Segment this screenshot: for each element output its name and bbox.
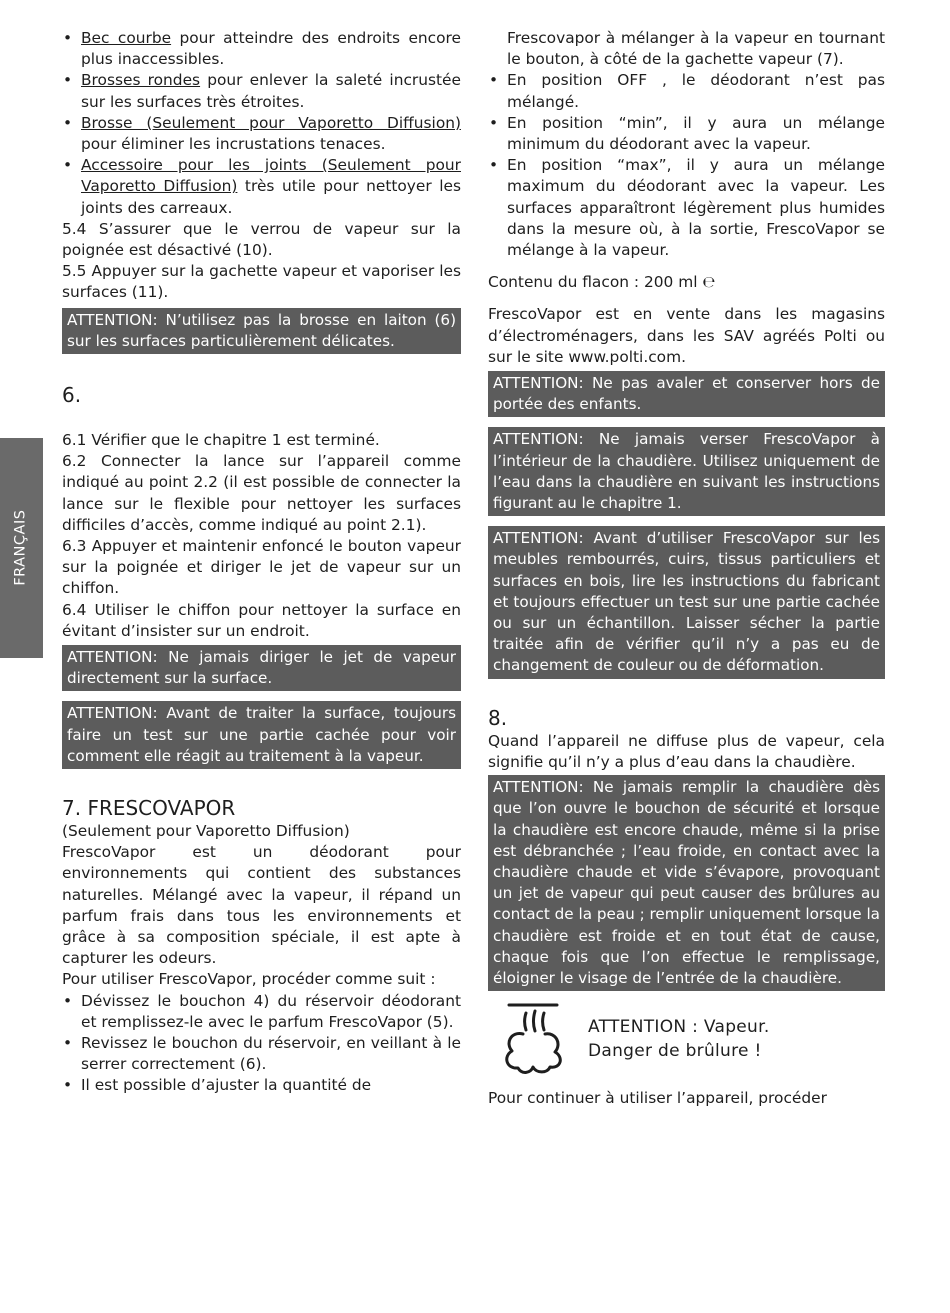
list-item: • Brosse (Seulement pour Vaporetto Diffusion) pour éliminer les incrustations tenaces. bbox=[62, 113, 461, 155]
list-item: • Bec courbe pour atteindre des endroits encore plus inaccessibles. bbox=[62, 28, 461, 70]
step-6-4: 6.4 Utiliser le chiffon pour nettoyer la surface en évitant d’insister sur un endroit. bbox=[62, 600, 461, 640]
steam-warning-line: ATTENTION : Vapeur. bbox=[588, 1016, 770, 1037]
paragraph: Quand l’appareil ne diffuse plus de vapeur, cela signifie qu’il n’y a plus d’eau dans la chaudière. bbox=[488, 731, 885, 771]
warning-box: ATTENTION: Ne jamais verser FrescoVapor à l’intérieur de la chaudière. Utilisez uniquement de l’eau dans la chaudière en suivant les instructions figurant au le chapitre 1. bbox=[488, 427, 885, 516]
list-item: • Dévissez le bouchon 4) du réservoir déodorant et remplissez-le avec le parfum FrescoVapor (5). bbox=[62, 991, 461, 1033]
warning-box: ATTENTION: Ne pas avaler et conserver hors de portée des enfants. bbox=[488, 371, 885, 417]
list-item: • Accessoire pour les joints (Seulement pour Vaporetto Diffusion) très utile pour nettoyer les joints des carreaux. bbox=[62, 155, 461, 219]
paragraph: Pour utiliser FrescoVapor, procéder comme suit : bbox=[62, 970, 436, 989]
steam-warning bbox=[500, 1001, 885, 1076]
step-6-2: 6.2 Connecter la lance sur l’appareil comme indiqué au point 2.2 (il est possible de connecter la lance sur le flexible pour nettoyer les surfaces difficiles d’accès, comme indiqué au point 2.1). bbox=[62, 452, 461, 534]
section-6-heading: 6. bbox=[62, 383, 82, 408]
section-8-heading: 8. bbox=[488, 705, 508, 730]
flacon-content: Contenu du flacon : 200 ml ℮ bbox=[488, 273, 716, 292]
list-item: • Il est possible d’ajuster la quantité de bbox=[62, 1075, 461, 1096]
warning-box: ATTENTION: Avant d’utiliser FrescoVapor sur les meubles rembourrés, cuirs, tissus particuliers et surfaces en bois, lire les instructions du fabricant et toujours effectuer un test sur une partie cachée ou sur un échantillon. Laisser sécher la partie traitée afin de vérifier qu’il n’y a pas eu de changement de couleur ou de déformation. bbox=[488, 526, 885, 678]
section-7-subheading: (Seulement pour Vaporetto Diffusion) bbox=[62, 822, 350, 841]
paragraph: FrescoVapor est un déodorant pour environnements qui contient des substances naturelles. Mélangé avec la vapeur, il répand un parfum frais dans tous les environnements et grâce à sa composition spéciale, il est apte à capturer les odeurs. bbox=[62, 843, 461, 968]
position-list bbox=[488, 70, 885, 261]
paragraph: Pour continuer à utiliser l’appareil, procéder bbox=[488, 1089, 827, 1108]
frescovapor-steps-list bbox=[62, 991, 461, 1097]
language-label: FRANÇAIS bbox=[12, 509, 29, 587]
accessory-list bbox=[62, 28, 461, 219]
steam-hazard-icon bbox=[500, 1001, 570, 1076]
list-item: • En position “min”, il y aura un mélange minimum du déodorant avec la vapeur. bbox=[488, 113, 885, 155]
steam-warning-line: Danger de brûlure ! bbox=[588, 1040, 762, 1061]
warning-box: ATTENTION: N’utilisez pas la brosse en laiton (6) sur les surfaces particulièrement délicates. bbox=[62, 308, 461, 354]
step-5-4: 5.4 S’assurer que le verrou de vapeur sur la poignée est désactivé (10). bbox=[62, 219, 461, 260]
list-item: • Revissez le bouchon du réservoir, en veillant à le serrer correctement (6). bbox=[62, 1033, 461, 1075]
right-column bbox=[488, 28, 885, 1109]
steam-warning-text bbox=[588, 1015, 770, 1063]
warning-box: ATTENTION: Avant de traiter la surface, toujours faire un test sur une partie cachée pour voir comment elle réagit au traitement à la vapeur. bbox=[62, 701, 461, 769]
list-item: • Brosses rondes pour enlever la saleté incrustée sur les surfaces très étroites. bbox=[62, 70, 461, 112]
language-side-tab bbox=[0, 438, 43, 658]
warning-box: ATTENTION: Ne jamais remplir la chaudière dès que l’on ouvre le bouchon de sécurité et lorsque la chaudière est encore chaude, même si la prise est débranchée ; l’eau froide, en contact avec la chaudière chaude et vide s’évapore, provoquant un jet de vapeur qui peut causer des brûlures au contact de la peau ; remplir uniquement lorsque la chaudière est froide et en tout état de cause, chaque fois que l’on effectue le remplissage, éloigner le visage de l’entrée de la chaudière. bbox=[488, 775, 885, 991]
left-column bbox=[62, 28, 461, 1097]
step-6-1: 6.1 Vérifier que le chapitre 1 est terminé. bbox=[62, 431, 380, 450]
step-5-5: 5.5 Appuyer sur la gachette vapeur et vaporiser les surfaces (11). bbox=[62, 262, 461, 302]
paragraph: FrescoVapor est en vente dans les magasins d’électroménagers, dans les SAV agréés Polti ou sur le site www.polti.com. bbox=[488, 305, 885, 366]
list-item: • En position OFF , le déodorant n’est pas mélangé. bbox=[488, 70, 885, 112]
list-item: • En position “max”, il y aura un mélange maximum du déodorant avec la vapeur. Les surfaces apparaîtront légèrement plus humides dans la mesure où, à la sortie, FrescoVapor se mélange à la vapeur. bbox=[488, 155, 885, 261]
section-7-heading: 7. FRESCOVAPOR bbox=[62, 796, 236, 821]
step-6-3: 6.3 Appuyer et maintenir enfoncé le bouton vapeur sur la poignée et diriger le jet de vapeur sur un chiffon. bbox=[62, 537, 461, 598]
continuation-text: Frescovapor à mélanger à la vapeur en tournant le bouton, à côté de la gachette vapeur (7). bbox=[507, 29, 885, 69]
warning-box: ATTENTION: Ne jamais diriger le jet de vapeur directement sur la surface. bbox=[62, 645, 461, 691]
